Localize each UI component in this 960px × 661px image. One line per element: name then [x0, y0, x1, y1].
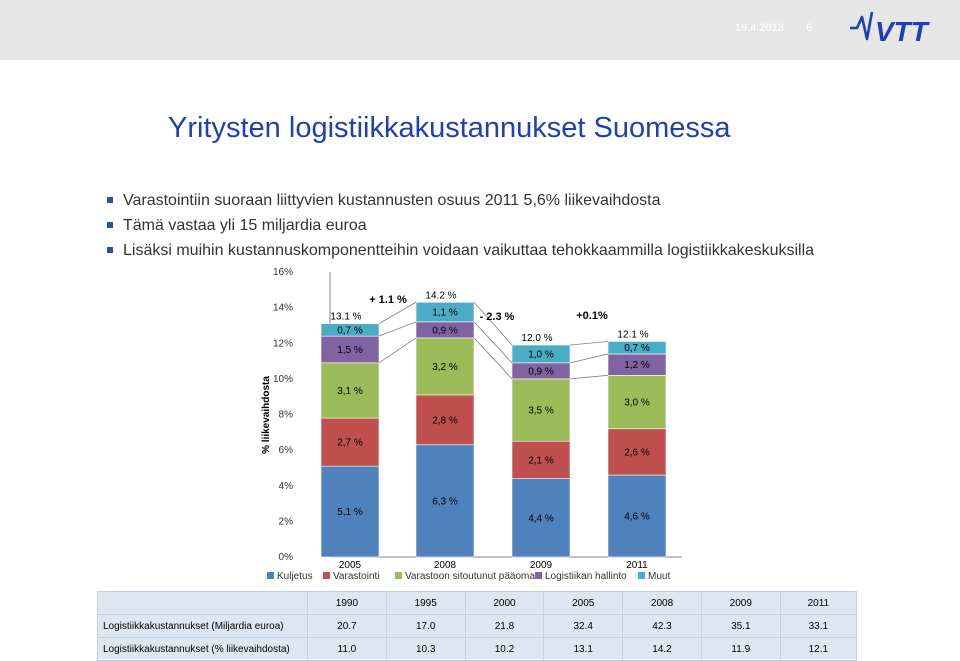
table-row-label: Logistiikkakustannukset (% liikevaihdosta): [98, 638, 308, 661]
data-label: 0,7 %: [337, 325, 363, 337]
change-annotation: + 1.1 %: [369, 294, 407, 306]
data-label: 3,0 %: [624, 397, 650, 409]
y-axis-label: % liikevaihdosta: [261, 376, 272, 454]
legend-swatch: [267, 572, 274, 579]
y-tick-label: 2%: [278, 516, 293, 528]
y-tick-label: 10%: [272, 373, 293, 385]
total-label: 14.2 %: [425, 290, 457, 302]
cost-table-panel: [97, 591, 857, 659]
data-label: 6,3 %: [432, 496, 458, 508]
connector-line: [379, 322, 416, 336]
x-tick-label: 2011: [626, 560, 648, 571]
connector-line: [570, 354, 608, 363]
logistics-cost-chart: [245, 265, 690, 588]
legend-swatch: [638, 572, 645, 579]
x-tick-label: 2005: [338, 560, 362, 571]
table-cell: 10.3: [386, 638, 465, 661]
data-label: 2,8 %: [432, 415, 458, 427]
change-annotation: +0.1%: [576, 310, 608, 322]
table-cell: 32.4: [544, 615, 623, 638]
bullet-text: Varastointiin suoraan liittyvien kustannusten osuus 2011 5,6% liikevaihdosta: [123, 192, 661, 209]
x-tick-label: 2009: [529, 560, 553, 571]
bullet-text: Tämä vastaa yli 15 miljardia euroa: [123, 217, 367, 234]
table-cell: 13.1: [544, 638, 623, 661]
table-cell: 10.2: [465, 638, 544, 661]
data-label: 4,6 %: [624, 511, 650, 523]
legend-label: Varastoon sitoutunut pääoma: [405, 571, 535, 582]
table-cell: 11.9: [701, 638, 780, 661]
connector-line: [570, 341, 608, 345]
y-tick-label: 6%: [278, 445, 293, 457]
data-label: 2,1 %: [528, 455, 554, 467]
table-cell: 11.0: [308, 638, 387, 661]
table-cell: 35.1: [701, 615, 780, 638]
bullet-item: [107, 238, 814, 263]
table-row: [98, 615, 857, 638]
data-label: 3,5 %: [528, 405, 554, 417]
table-row: [98, 638, 857, 661]
page-title: Yritysten logistiikkakustannukset Suomessa: [168, 112, 731, 144]
table-cell: 42.3: [623, 615, 702, 638]
table-corner-cell: [98, 592, 308, 615]
legend-swatch: [535, 572, 542, 579]
slide-page-number: 6: [806, 22, 813, 34]
table-year-cell: 2005: [544, 592, 623, 615]
logo-text: VTT: [875, 16, 928, 46]
legend-label: Kuljetus: [277, 571, 313, 582]
data-label: 3,1 %: [337, 385, 363, 397]
table-cell: 33.1: [780, 615, 856, 638]
bullet-square-icon: [107, 222, 113, 228]
bullet-item: [107, 213, 814, 238]
connector-line: [474, 302, 512, 345]
data-label: 3,2 %: [432, 361, 458, 373]
data-label: 2,6 %: [624, 447, 650, 459]
y-tick-label: 14%: [272, 302, 293, 314]
data-label: 0,9 %: [432, 325, 458, 337]
legend-label: Muut: [648, 571, 671, 582]
data-label: 2,7 %: [337, 437, 363, 449]
data-label: 1,5 %: [337, 344, 363, 356]
table-cell: 20.7: [308, 615, 387, 638]
data-label: 1,1 %: [432, 307, 458, 319]
table-year-cell: 2009: [701, 592, 780, 615]
table-year-cell: 2000: [465, 592, 544, 615]
data-label: 4,4 %: [528, 513, 554, 525]
table-year-cell: 2008: [623, 592, 702, 615]
data-label: 5,1 %: [337, 507, 363, 519]
connector-line: [474, 322, 512, 363]
total-label: 13.1 %: [330, 311, 362, 323]
slide-date: 19.4.2013: [735, 22, 784, 34]
vtt-logo-icon: [848, 8, 948, 46]
data-label: 0,9 %: [528, 366, 554, 378]
bullet-square-icon: [107, 247, 113, 253]
bullet-square-icon: [107, 197, 113, 203]
data-label: 0,7 %: [624, 343, 650, 355]
bullet-item: [107, 188, 814, 213]
connector-line: [379, 338, 416, 363]
y-tick-label: 0%: [278, 552, 293, 563]
x-tick-label: 2008: [433, 560, 457, 571]
total-label: 12.1 %: [617, 329, 649, 341]
bullet-list: [107, 188, 814, 263]
legend-label: Logistiikan hallinto: [545, 571, 627, 582]
table-year-cell: 1995: [386, 592, 465, 615]
total-label: 12.0 %: [521, 333, 553, 345]
legend-swatch: [395, 572, 402, 579]
y-tick-label: 4%: [278, 480, 293, 492]
y-tick-label: 12%: [272, 338, 293, 350]
cost-table: [97, 591, 857, 661]
connector-line: [474, 338, 512, 379]
connector-line: [570, 375, 608, 379]
table-year-cell: 2011: [780, 592, 856, 615]
change-annotation: - 2.3 %: [479, 311, 515, 323]
legend-swatch: [323, 572, 330, 579]
table-cell: 12.1: [780, 638, 856, 661]
table-year-cell: 1990: [308, 592, 387, 615]
header-bar: [0, 0, 960, 60]
legend-label: Varastointi: [333, 571, 380, 582]
table-cell: 17.0: [386, 615, 465, 638]
y-tick-label: 16%: [272, 267, 293, 278]
data-label: 1,2 %: [624, 360, 650, 372]
table-row-label: Logistiikkakustannukset (Miljardia euroa): [98, 615, 308, 638]
y-tick-label: 8%: [278, 409, 293, 421]
table-header-row: [98, 592, 857, 615]
bullet-text: Lisäksi muihin kustannuskomponentteihin voidaan vaikuttaa tehokkaammilla logistiikkakeskuksilla: [123, 242, 815, 259]
data-label: 1,0 %: [528, 349, 554, 361]
table-cell: 14.2: [623, 638, 702, 661]
table-cell: 21.8: [465, 615, 544, 638]
